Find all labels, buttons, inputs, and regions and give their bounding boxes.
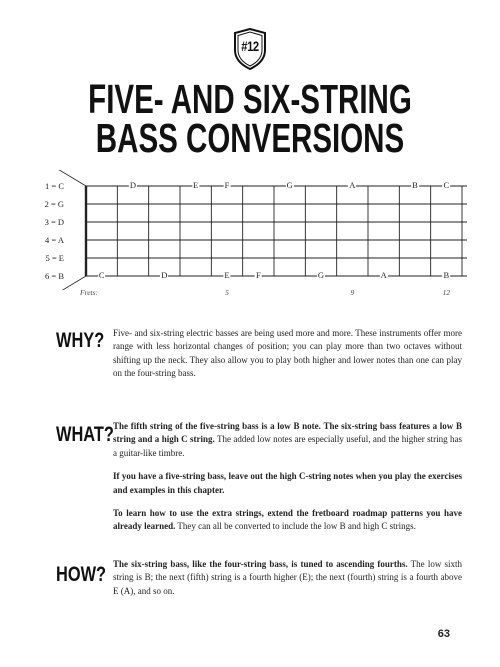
what-p1-bold: The fifth string of the five-string bass is a low B note. The six-string bass features a low B string and a high C string. bbox=[113, 421, 462, 445]
what-p2-bold: If you have a five-string bass, leave out the high C-string notes when you play the exercises and examples in this chapter. bbox=[113, 471, 462, 495]
string-label: 1 = C bbox=[45, 181, 64, 191]
why-heading: WHY? bbox=[56, 329, 105, 352]
why-text bbox=[113, 327, 462, 391]
fretboard-note: D bbox=[129, 180, 137, 190]
what-paragraph-1 bbox=[113, 420, 462, 460]
what-p3-bold: To learn how to use the extra strings, extend the fretboard roadmap patterns you have already learned. bbox=[113, 508, 462, 532]
fretboard-note: D bbox=[161, 270, 168, 280]
how-paragraph bbox=[113, 558, 462, 598]
fretboard-note: C bbox=[98, 270, 105, 280]
string-label: 3 = D bbox=[44, 217, 64, 227]
fretboard-note: A bbox=[349, 180, 356, 190]
fret-number: 9 bbox=[350, 288, 355, 297]
fretboard-note: G bbox=[317, 270, 325, 280]
how-text bbox=[113, 558, 462, 608]
fretboard-note: G bbox=[286, 180, 293, 190]
what-p1-rest: The added low notes are especially useful, and the higher string has a guitar-like timbre. bbox=[113, 434, 462, 458]
frets-label: Frets: bbox=[80, 288, 99, 297]
fretboard-note: F bbox=[224, 180, 230, 190]
what-p3-rest: They can all be converted to include the low B and high C strings. bbox=[175, 521, 416, 532]
fretboard-note: E bbox=[224, 270, 230, 280]
page-title-line-2: BASS CONVERSIONS bbox=[95, 115, 405, 161]
string-label: 6 = B bbox=[45, 271, 64, 281]
string-label: 5 = E bbox=[45, 253, 64, 263]
what-heading: WHAT? bbox=[56, 423, 114, 446]
page-number: 63 bbox=[437, 628, 450, 640]
fretboard-note: C bbox=[443, 180, 450, 190]
what-paragraph-3 bbox=[113, 507, 462, 534]
what-text bbox=[113, 420, 462, 544]
fretboard-note: B bbox=[412, 180, 418, 190]
fret-number: 5 bbox=[225, 288, 229, 297]
fretboard-note: E bbox=[193, 180, 199, 190]
fret-number: 12 bbox=[442, 288, 451, 297]
why-paragraph: Five- and six-string electric basses are being used more and more. These instruments offer more range with less horizontal changes of position; you can play more than two octaves without shifting up the neck. They also allow you to play both higher and lower notes than one can play on the four-string bass. bbox=[113, 328, 462, 379]
fretboard-note: F bbox=[255, 270, 261, 280]
fretboard-diagram bbox=[0, 170, 500, 290]
how-p1-rest: The low sixth string is B; the next (fifth) string is a fourth higher (E); the next (fourth) string is a fourth above E (A), and so on. bbox=[113, 559, 462, 596]
how-p1-bold: The six-string bass, like the four-string bass, is tuned to ascending fourths. bbox=[113, 559, 408, 569]
how-heading: HOW? bbox=[56, 563, 107, 586]
string-label: 4 = A bbox=[45, 235, 64, 245]
fretboard-note: B bbox=[443, 270, 450, 280]
page-title-line-1: FIVE- AND SIX-STRING bbox=[88, 76, 412, 122]
chapter-number: #12 bbox=[241, 38, 259, 54]
fretboard-note: A bbox=[380, 270, 387, 280]
what-paragraph-2 bbox=[113, 470, 462, 497]
string-label: 2 = G bbox=[44, 199, 64, 209]
